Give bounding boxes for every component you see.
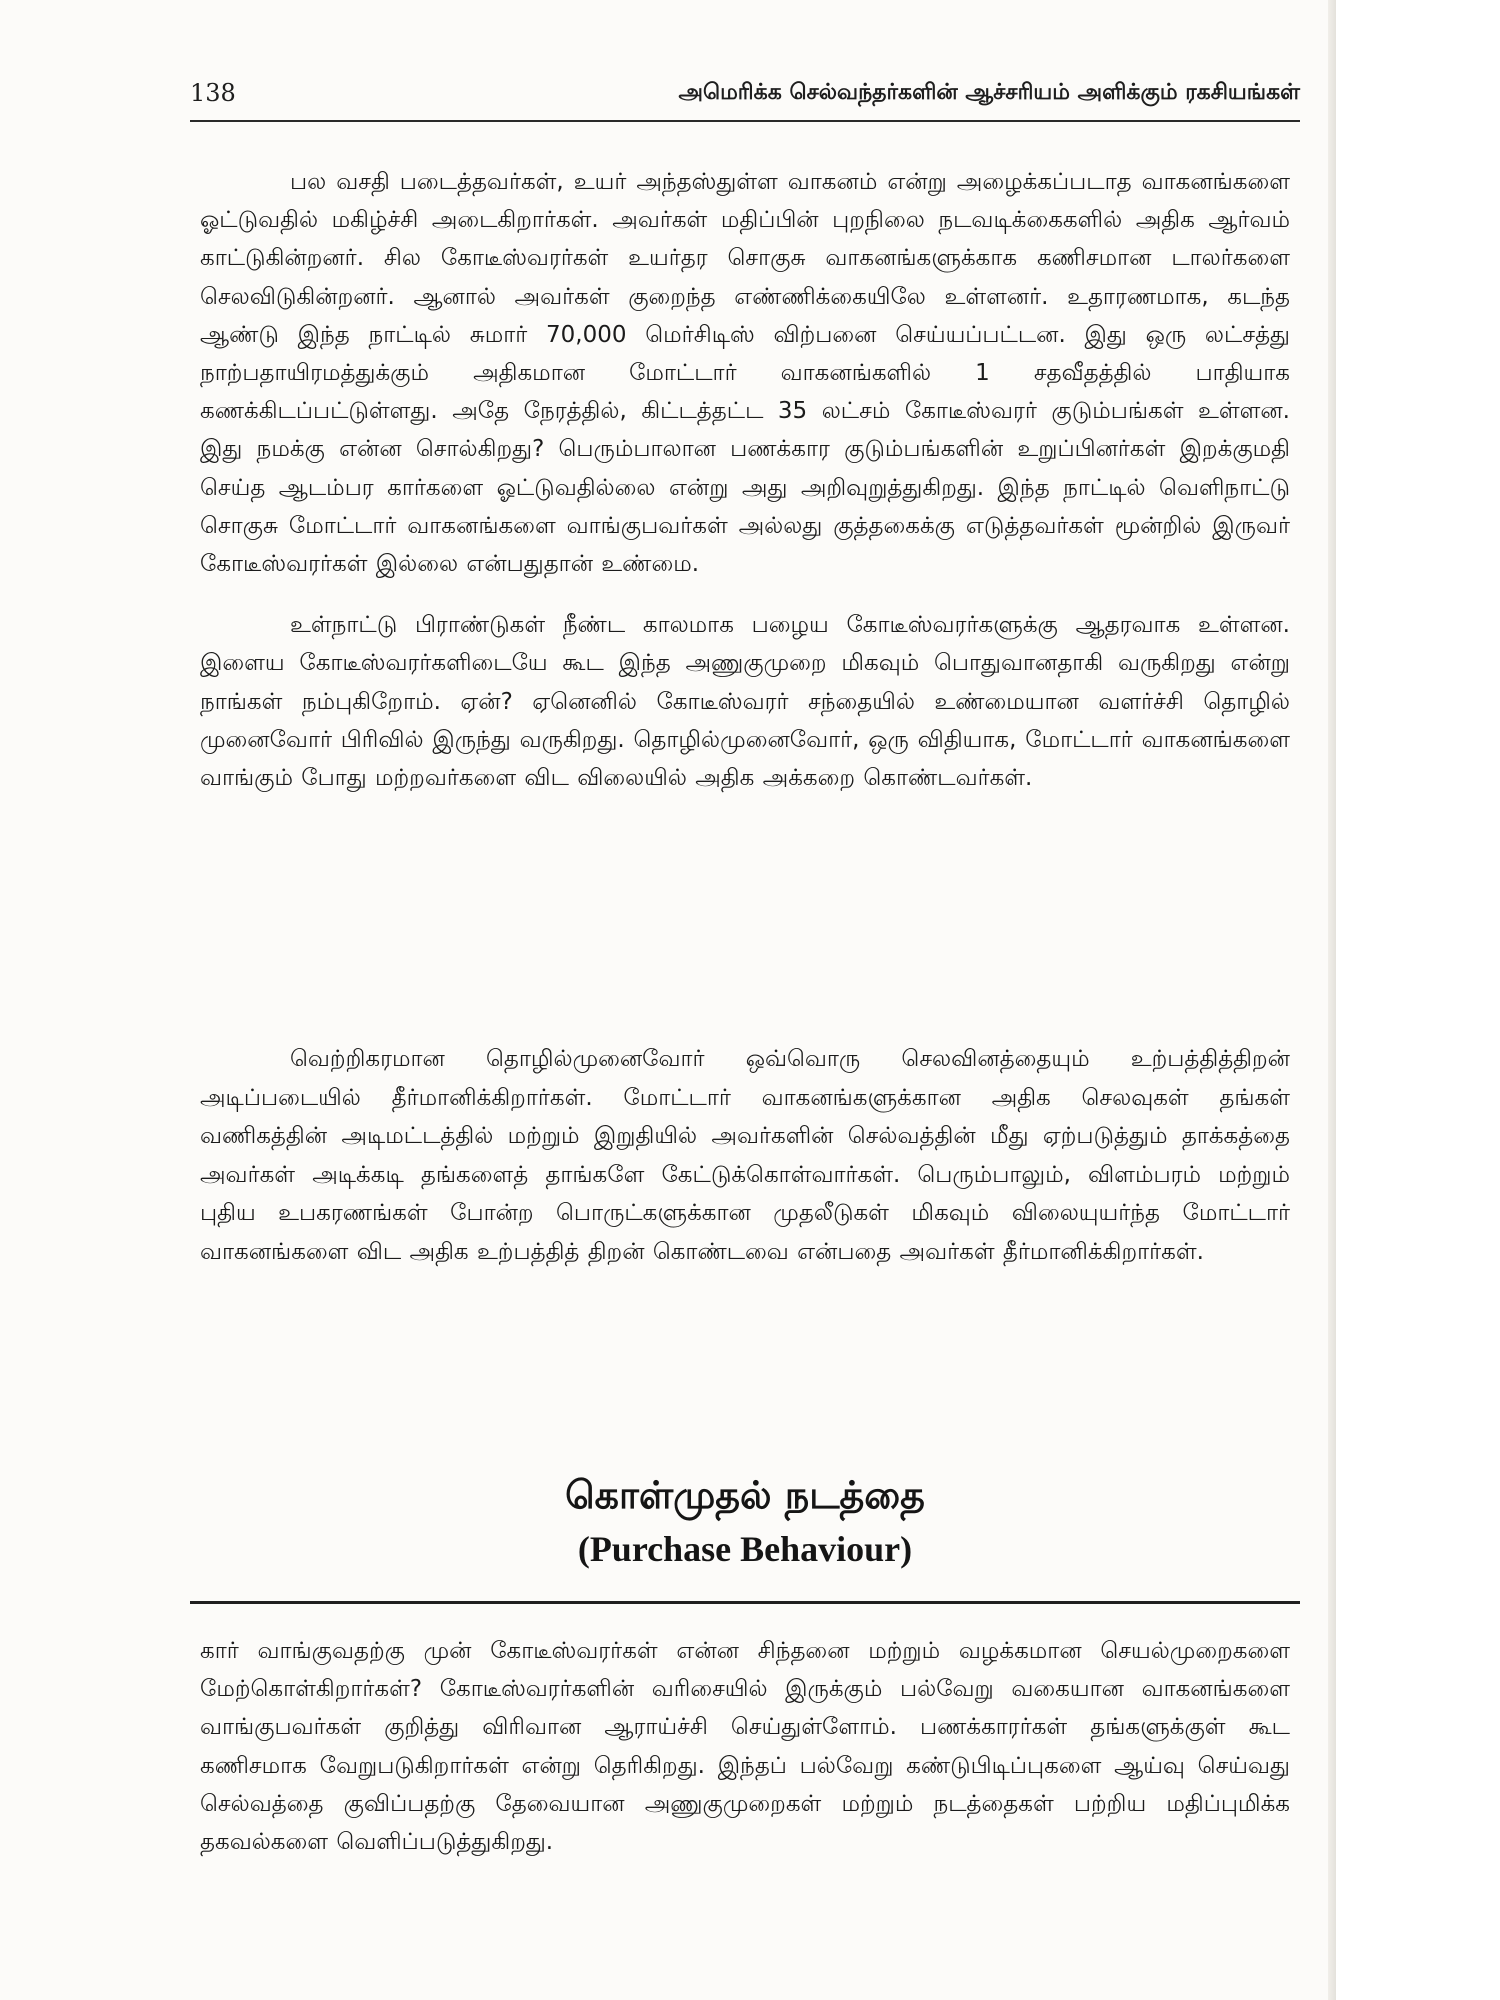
book-title: அமெரிக்க செல்வந்தர்களின் ஆச்சரியம் அளிக்கும் ரகசியங்கள் [678, 80, 1300, 105]
running-header [190, 76, 1300, 116]
section-rule [190, 1601, 1300, 1604]
page-edge-shadow [1328, 0, 1336, 2000]
body-text-upper [200, 163, 1290, 797]
paragraph-luxury-vehicles: பல வசதி படைத்தவர்கள், உயர் அந்தஸ்துள்ள வாகனம் என்று அழைக்கப்படாத வாகனங்களை ஓட்டுவதில் மகிழ்ச்சி அடைகிறார்கள். அவர்கள் மதிப்பின் புறநிலை நடவடிக்கைகளில் அதிக ஆர்வம் காட்டுகின்றனர். சில கோடீஸ்வரர்கள் உயர்தர சொகுசு வாகனங்களுக்காக கணிசமான டாலர்களை செலவிடுகின்றனர். ஆனால் அவர்கள் குறைந்த எண்ணிக்கையிலே உள்ளனர். உதாரணமாக, கடந்த ஆண்டு இந்த நாட்டில் சுமார் 70,000 மெர்சிடிஸ் விற்பனை செய்யப்பட்டன. இது ஒரு லட்சத்து நாற்பதாயிரமத்துக்கும் அதிகமான மோட்டார் வாகனங்களில் 1 சதவீதத்தில் பாதியாக கணக்கிடப்பட்டுள்ளது. அதே நேரத்தில், கிட்டத்தட்ட 35 லட்சம் கோடீஸ்வரர் குடும்பங்கள் உள்ளன. இது நமக்கு என்ன சொல்கிறது? பெரும்பாலான பணக்கார குடும்பங்களின் உறுப்பினர்கள் இறக்குமதி செய்த ஆடம்பர கார்களை ஓட்டுவதில்லை என்று அது அறிவுறுத்துகிறது. இந்த நாட்டில் வெளிநாட்டு சொகுசு மோட்டார் வாகனங்களை வாங்குபவர்கள் அல்லது குத்தகைக்கு எடுத்தவர்கள் மூன்றில் இருவர் கோடீஸ்வரர்கள் இல்லை என்பதுதான் உண்மை. [200, 169, 1290, 578]
header-rule [190, 120, 1300, 122]
section-title-english: (Purchase Behaviour) [577, 1529, 913, 1569]
body-text-middle [200, 1040, 1290, 1272]
section-title-tamil: கொள்முதல் நடத்தை [565, 1473, 925, 1517]
paragraph-domestic-brands: உள்நாட்டு பிராண்டுகள் நீண்ட காலமாக பழைய கோடீஸ்வரர்களுக்கு ஆதரவாக உள்ளன. இளைய கோடீஸ்வரர்களிடையே கூட இந்த அணுகுமுறை மிகவும் பொதுவானதாகி வருகிறது என்று நாங்கள் நம்புகிறோம். ஏன்? ஏனெனில் கோடீஸ்வரர் சந்தையில் உண்மையான வளர்ச்சி தொழில் முனைவோர் பிரிவில் இருந்து வருகிறது. தொழில்முனைவோர், ஒரு விதியாக, மோட்டார் வாகனங்களை வாங்கும் போது மற்றவர்களை விட விலையில் அதிக அக்கறை கொண்டவர்கள். [200, 612, 1290, 792]
section-heading [190, 1467, 1300, 1573]
paragraph-entrepreneurs: வெற்றிகரமான தொழில்முனைவோர் ஒவ்வொரு செலவினத்தையும் உற்பத்தித்திறன் அடிப்படையில் தீர்மானிக்கிறார்கள். மோட்டார் வாகனங்களுக்கான அதிக செலவுகள் தங்கள் வணிகத்தின் அடிமட்டத்தில் மற்றும் இறுதியில் அவர்களின் செல்வத்தின் மீது ஏற்படுத்தும் தாக்கத்தை அவர்கள் அடிக்கடி தங்களைத் தாங்களே கேட்டுக்கொள்வார்கள். பெரும்பாலும், விளம்பரம் மற்றும் புதிய உபகரணங்கள் போன்ற பொருட்களுக்கான முதலீடுகள் மிகவும் விலையுயர்ந்த மோட்டார் வாகனங்களை விட அதிக உற்பத்தித் திறன் கொண்டவை என்பதை அவர்கள் தீர்மானிக்கிறார்கள். [200, 1046, 1290, 1265]
paragraph-purchase-behaviour: கார் வாங்குவதற்கு முன் கோடீஸ்வரர்கள் என்ன சிந்தனை மற்றும் வழக்கமான செயல்முறைகளை மேற்கொள்கிறார்கள்? கோடீஸ்வரர்களின் வரிசையில் இருக்கும் பல்வேறு வகையான வாகனங்களை வாங்குபவர்கள் குறித்து விரிவான ஆராய்ச்சி செய்துள்ளோம். பணக்காரர்கள் தங்களுக்குள் கூட கணிசமாக வேறுபடுகிறார்கள் என்று தெரிகிறது. இந்தப் பல்வேறு கண்டுபிடிப்புகளை ஆய்வு செய்வது செல்வத்தை குவிப்பதற்கு தேவையான அணுகுமுறைகள் மற்றும் நடத்தைகள் பற்றிய மதிப்புமிக்க தகவல்களை வெளிப்படுத்துகிறது. [200, 1638, 1290, 1856]
body-text-lower [200, 1632, 1290, 1861]
page-number: 138 [190, 79, 236, 107]
